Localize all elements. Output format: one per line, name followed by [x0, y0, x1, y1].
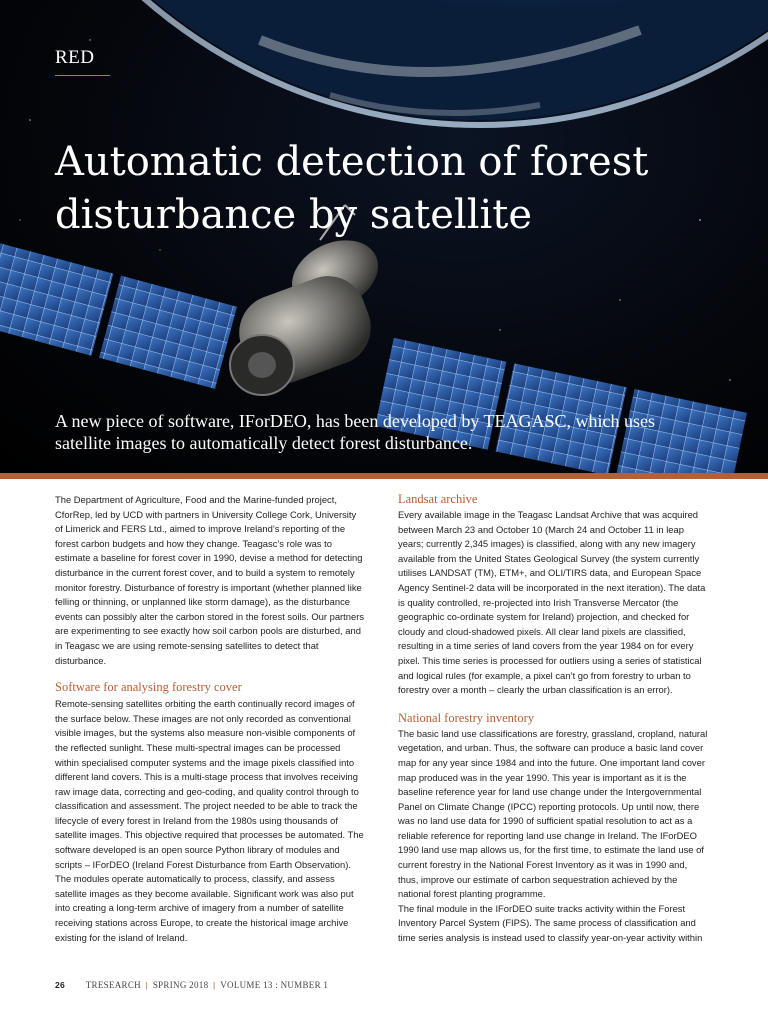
magazine-name: TRESEARCH: [85, 980, 141, 990]
section-underline: [55, 75, 110, 76]
section-heading-inventory: National forestry inventory: [398, 710, 535, 725]
volume-label: VOLUME 13 : NUMBER 1: [220, 980, 329, 990]
software-paragraph: Remote-sensing satellites orbiting the earth continually record images of the surface below. These images are not only recorded as conventional visible images, but the systems also measure non-visible components of the reflected sunlight. These multi-spectral images can be processed within specialised computer systems and the image pixels classified into different land covers. This is a multi-stage process that involves receiving raw image data, correcting and geo-coding, and quality control through to classification and assessment. The project needed to be able to track the lifecycle of every forest in Ireland from the 1980s using thousands of satellite images. This objective required that processes be automated. The software developed is an open source Python library of modules and scripts – IForDEO (Ireland Forest Disturbance from Earth Observation). The modules operate automatically to process, classify, and assess satellite images as they become available. Significant work was also put into creating a long-term archive of imagery from a number of satellite receiving stations across Europe, to create the historical image archive existing for the island of Ireland.: [55, 698, 364, 943]
section-heading-software: Software for analysing forestry cover: [55, 680, 242, 695]
section-label: RED: [55, 47, 95, 68]
section-heading-landsat: Landsat archive: [398, 492, 478, 506]
footer-separator: |: [213, 980, 216, 990]
article-title: Automatic detection of forest disturbance by satellite: [55, 139, 649, 238]
intro-paragraph: The Department of Agriculture, Food and the Marine-funded project, CforRep, led by UCD with partners in University College Cork, University of Limerick and FERS Ltd., aimed to improve Ireland’s reporting of the forest carbon budgets and how they change. Teagasc’s role was to estimate a baseline for forest cover in 1990, devise a method for detecting disturbance in the current forest cover, and to build a system to remotely monitor forestry. Disturbance of forestry is important (whether planned like felling or thinning, or unplanned like storm damage), as the disturbance events can possibly alter the carbon stored in the forest soils. Our partners are experimenting to see exactly how soil carbon pools are disturbed, and in Teagasc we are using remote-sensing satellites to detect that disturbance.: [55, 494, 365, 666]
right-column: [398, 493, 708, 946]
left-column: [55, 493, 365, 945]
inventory-paragraph: The basic land use classifications are forestry, grassland, cropland, natural vegetation, and urban. Thus, the software can produce a basic land cover map for any year since 1984 and into the future. One important land cover map produced was in the year 1990. This year is important as it is the baseline reference year for land use change under the Intergovernmental Panel on Climate Change (IPCC) reporting protocols. Up until now, there was no land use data for 1990 of sufficient spatial resolution to act as a reliable reference for reporting land use change in Ireland. The IForDEO 1990 land use map allows us, for the first time, to estimate the land use of current forestry in the National Forest Inventory as it was in 1990 and, thus, improve our estimate of carbon sequestration achieved by the national forest planting programme.: [398, 727, 708, 900]
page-footer: [55, 980, 328, 990]
fips-paragraph: The final module in the IForDEO suite tracks activity within the Forest Inventory Parcel System (FIPS). The same process of classification and time series analysis is instead used to classify year-on-year activity within: [398, 902, 703, 944]
issue-label: SPRING 2018: [152, 980, 209, 990]
footer-separator: |: [145, 980, 149, 990]
article-standfirst: A new piece of software, IForDEO, has been developed by TEAGASC, which uses satellite images to automatically detect forest disturbance.: [55, 411, 656, 453]
landsat-paragraph: Every available image in the Teagasc Landsat Archive that was acquired between March 23 and October 10 (March 24 and October 11 in leap years; currently 2,345 images) is classified, along with any new imagery available from the United States Geological Survey (the system currently utilises LANDSAT (TM), ETM+, and OLI/TIRS data, and European Space Agency Sentinel-2 data will be incorporated in the next iteration). The data is quality controlled, re-projected into Irish Transverse Mercator (the geographic co-ordinate system for Ireland) projection, and checked for cloudy and cloud-shadowed pixels. All clear land pixels are classified, resulting in a time series of land covers from the year 1984 on for every pixel. This time series is processed for outliers using a series of statistical and logical rules (for example, a pixel can’t go from forestry to urban to forestry over a month – clearly the urban classification is an error).: [398, 509, 706, 696]
page-number: 26: [55, 980, 66, 990]
accent-divider: [0, 473, 768, 479]
